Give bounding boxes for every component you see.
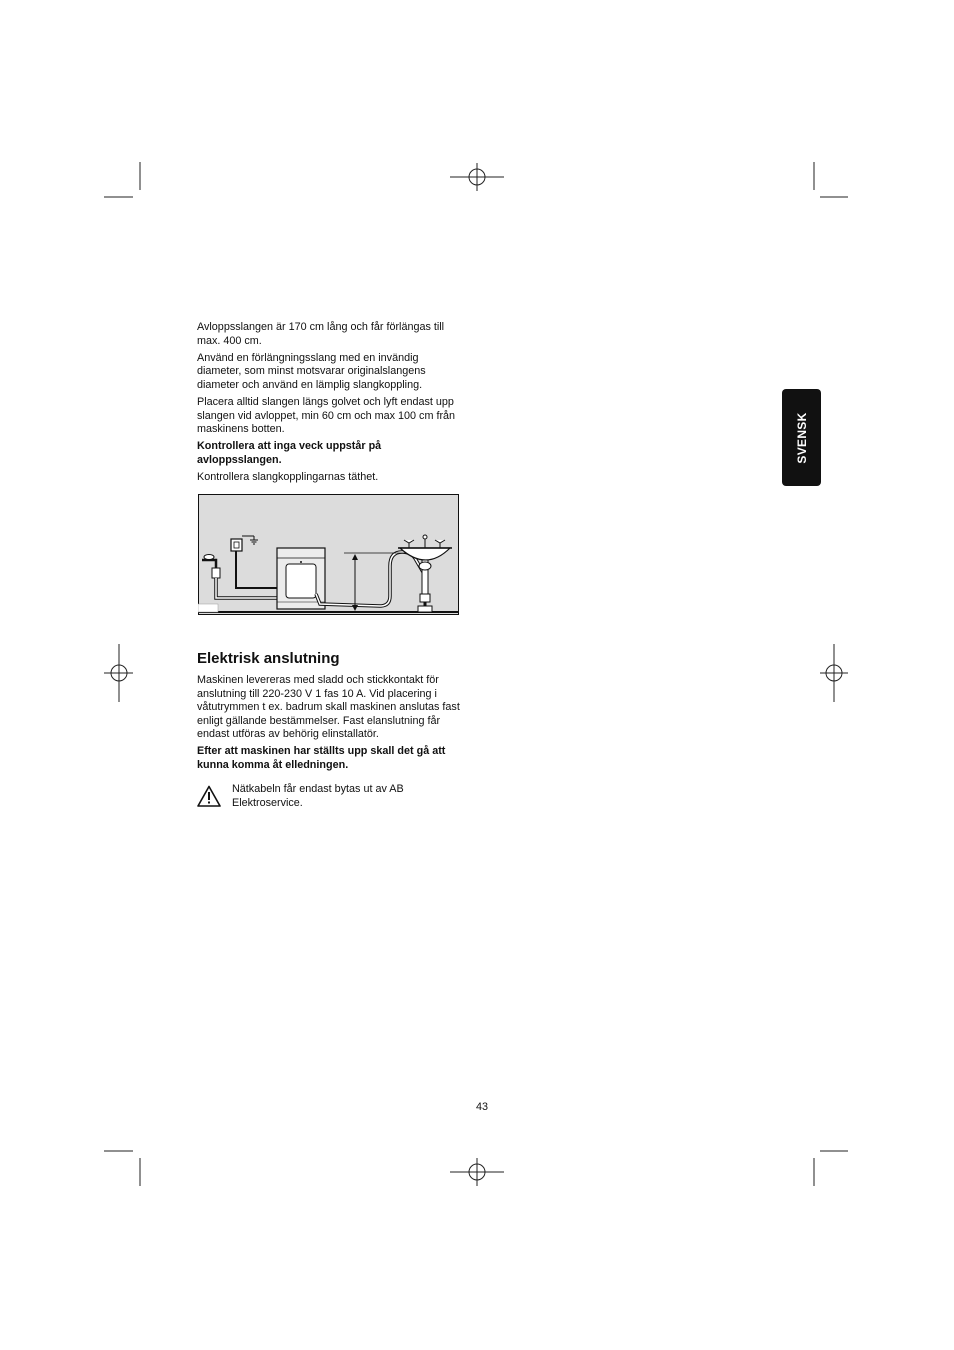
electrical-connection-heading: Elektrisk anslutning	[197, 650, 340, 667]
drain-hose-section	[197, 321, 463, 488]
page-number: 43	[475, 1101, 488, 1113]
warning-text: Nätkabeln får endast bytas ut av AB Elektroservice.	[232, 783, 404, 809]
drain-paragraph: Använd en förlängningsslang med en invändig diameter, som minst motsvarar originalslangens diameter och använd en lämplig slangkoppling.	[197, 351, 426, 391]
language-tab	[782, 389, 821, 486]
warning-triangle-icon	[197, 785, 221, 807]
drain-warning-paragraph: Kontrollera att inga veck uppstår på avloppsslangen.	[197, 440, 382, 466]
electrical-paragraph: Maskinen levereras med sladd och stickkontakt för anslutning till 220-230 V 1 fas 10 A. Vid placering i våtutrymmen t ex. badrum skall maskinen anslutas fast enligt gällande bestämmelser. Fast elanslutning får endast utföras av behörig elinstallatör.	[197, 674, 460, 741]
drain-paragraph: Placera alltid slangen längs golvet och lyft endast upp slangen vid avloppet, min 60 cm och max 100 cm från maskinens botten.	[197, 395, 456, 436]
drain-hose-installation-illustration	[198, 494, 459, 615]
drain-paragraph: Avloppsslangen är 170 cm lång och får förlängas till max. 400 cm.	[197, 321, 445, 347]
language-tab-label: SVENSK	[794, 411, 809, 464]
warning-note	[197, 783, 465, 813]
electrical-access-paragraph: Efter att maskinen har ställts upp skall det gå att kunna komma åt elledningen.	[197, 745, 446, 772]
electrical-connection-section	[197, 674, 465, 776]
drain-paragraph: Kontrollera slangkopplingarnas täthet.	[197, 470, 379, 483]
